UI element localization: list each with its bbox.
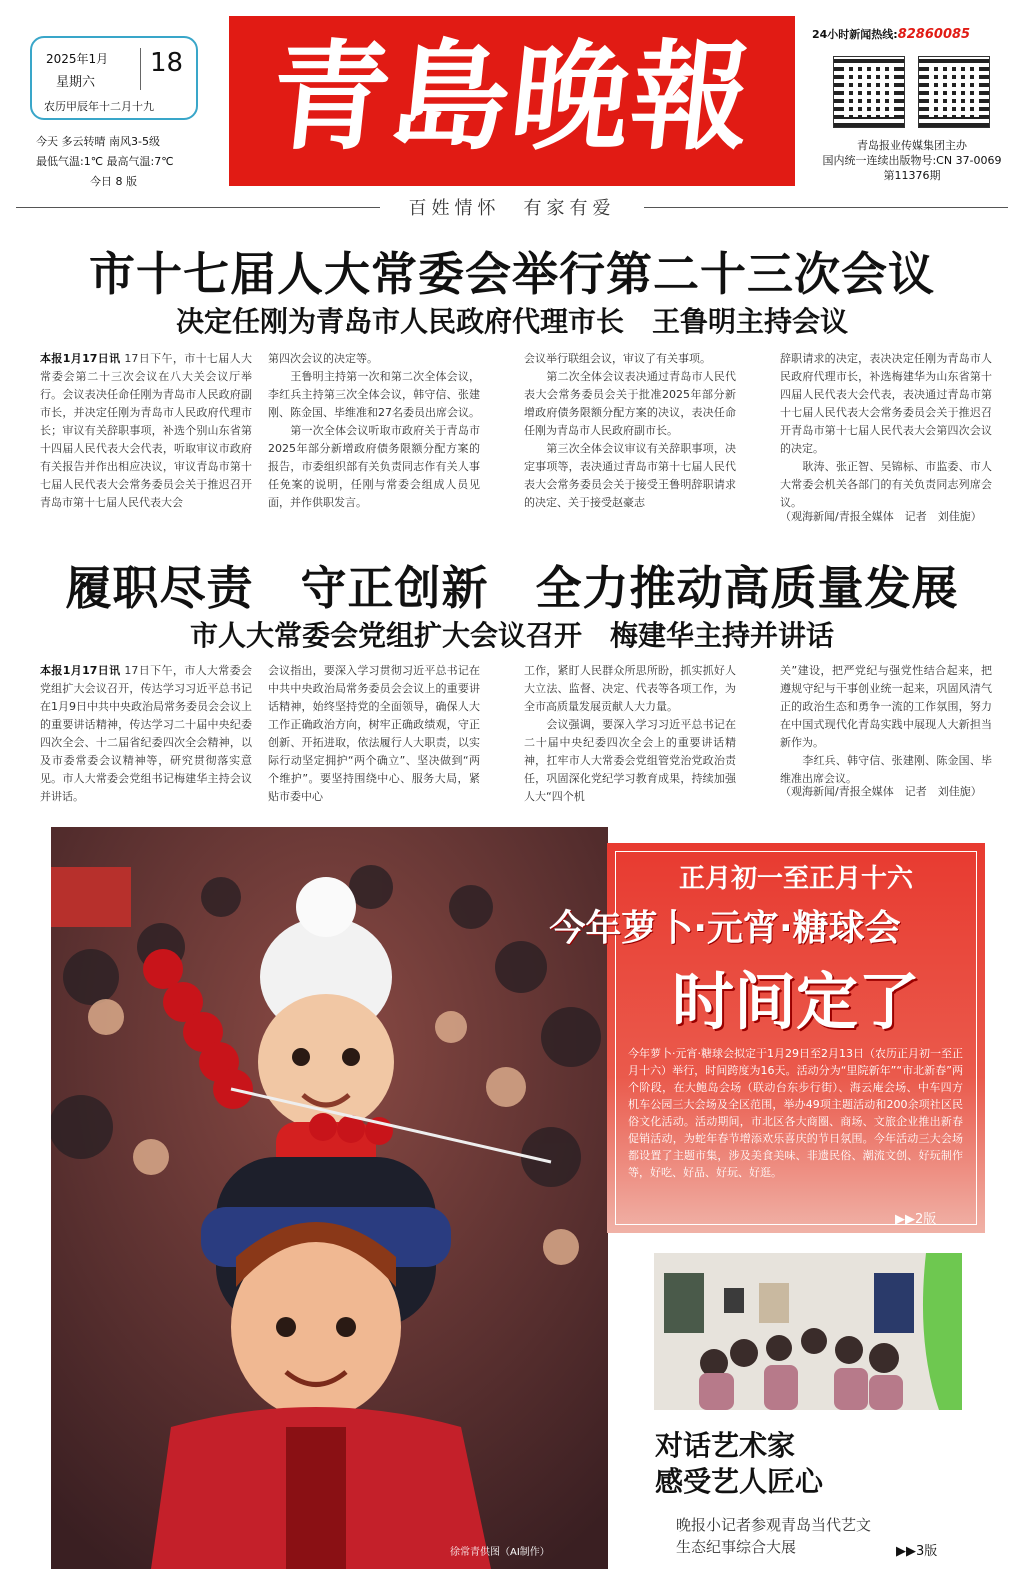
weather-block [36,132,174,192]
lunar-date: 农历甲辰年十二月十九 [44,100,154,113]
story1-column-4: 辞职请求的决定，表决决定任刚为青岛市人民政府代理市长，补选梅建华为山东省第十四届人民代表大会代表，表决通过青岛市第十七届人民代表大会常务委员会关于推迟召开青岛市第十七届人民代表大会第四次会议的决定。 耿涛、张正智、吴锦标、市监委、市人大常委会机关各部门的有关负责同志列席会议。 [780,352,992,509]
story1-column-1 [40,350,252,512]
story1-column-2: 第四次会议的决定等。 王鲁明主持第一次和第二次全体会议，李红兵主持第三次全体会议，韩守信、张建刚、陈金国、毕维准和27名委员出席会议。 第一次全体会议听取市政府关于青岛市2025年部分新增政府债务限额分配方案的报告，市委组织部有关负责同志作有关人事任免案的说明，任刚与常委会组成人员见面，并作供职发言。 [268,352,480,509]
newspaper-logo [229,16,795,186]
story2-column-3: 工作，紧盯人民群众所思所盼，抓实抓好人大立法、监督、决定、代表等各项工作，为全市高质量发展贡献人大力量。 会议强调，要深入学习习近平总书记在二十届中央纪委四次全会上的重要讲话精神，扛牢市人大常委会党组管党治党政治责任，巩固深化党纪学习教育成果，持续加强人大“四个机 [524,664,736,803]
story2-subhead: 市人大常委会党组扩大会议召开 梅建华主持并讲话 [189,619,834,652]
date-weekday: 星期六 [56,75,96,90]
issue-number: 第11376期 [883,169,941,182]
feature-body: 今年萝卜·元宵·糖球会拟定于1月29日至2月13日（农历正月初一至正月十六）举行，时间跨度为16天。活动分为“里院新年”“市北新春”两个阶段，在大鲍岛会场（联动台东步行街）、海云庵会场、中车四方机车公园三大会场及全区范围，举办49项主题活动和200余项社区民俗文化活动。活动期间，市北区各大商圈、商场、文旅企业推出新春促销活动，为蛇年春节增添欢乐喜庆的节日氛围。今年活动三大会场都设置了主题市集，涉及美食美味、非遗民俗、潮流文创、好玩制作等，好吃、好品、好玩、好逛。 [628,1047,963,1179]
qr-code-icon[interactable] [833,56,905,128]
slogan: 百姓情怀 有家有爱 [380,194,644,220]
publication-info [812,138,1012,183]
story1-col1-text: 17日下午，市十七届人大常委会第二十三次会议在八大关会议厅举行。会议表决任命任刚为青岛市人民政府副市长，并决定任刚为青岛市人民政府代理市长；审议有关辞职事项，补选个别山东省第十四届人民代表大会代表，听取审议市政府有关报告并作出相应决议，审议青岛市第十七届人民代表大会常务委员会关于推迟召开青岛市第十七届人民代表大会 [40,352,253,509]
story2-byline: （观海新闻/青报全媒体 记者 刘佳旎） [780,785,982,798]
story1-subhead: 决定任刚为青岛市人民政府代理市长 王鲁明主持会议 [175,305,848,338]
story2-col1-text: 17日下午，市人大常委会党组扩大会议召开，传达学习习近平总书记在1月9日中共中央政治局常务委员会会议上的重要讲话精神，传达学习二十届中央纪委四次全会、十二届省纪委四次全会精神，以及市委常委会议精神等，研究贯彻落实意见。市人大常委会党组书记梅建华主持会议并讲话。 [40,664,253,803]
cn-number: 国内统一连续出版物号:CN 37-0069 [822,154,1002,167]
art-story-headline[interactable] [655,1428,823,1500]
art-subtitle-line1: 晚报小记者参观青岛当代艺文 [676,1516,872,1534]
art-exhibition-photo[interactable] [654,1253,962,1410]
story1-lead: 本报1月17日讯 [40,352,121,365]
story2-column-2: 会议指出，要深入学习贯彻习近平总书记在中共中央政治局常务委员会会议上的重要讲话精神，始终坚持党的全面领导，确保人大工作正确政治方向，树牢正确政绩观，守正创新、开拓进取，依法履行人大职责，以实际行动坚定拥护“两个确立”、坚决做到“两个维护”。要坚持围绕中心、服务大局，紧贴市委中心 [268,664,480,803]
story1-headline[interactable]: 市十七届人大常委会举行第二十三次会议 [89,247,935,301]
page-count: 今日 8 版 [90,175,137,188]
art-story-subtitle [676,1514,871,1558]
hotline-label: 24小时新闻热线: [812,28,898,41]
weather-today: 今天 多云转晴 南风3-5级 [36,135,160,148]
publisher: 青岛报业传媒集团主办 [857,139,967,152]
story2-lead: 本报1月17日讯 [40,664,121,677]
story2-column-1 [40,662,252,806]
qr-code-icon[interactable] [918,56,990,128]
story1-column-3: 会议举行联组会议，审议了有关事项。 第二次全体会议表决通过青岛市人民代表大会常务委员会关于批准2025年部分新增政府债务限额分配方案的决议，表决任命任刚为青岛市人民政府副市长。 第三次全体会议审议有关辞职事项，决定事项等，表决通过青岛市第十七届人民代表大会常务委员会关于接受王鲁明辞职请求的决定、关于接受赵豪志 [524,352,736,509]
logo-text: 青島晚報 [264,27,760,166]
photo-credit: 徐常青供图（AI制作） [450,1547,550,1558]
story2-column-4: 关”建设，把严党纪与强党性结合起来，把遵规守纪与干事创业统一起来，巩固风清气正的政治生态和勇争一流的工作氛围，努力在中国式现代化青岛实践中展现人大新担当新作为。 李红兵、韩守信、张建刚、陈金国、毕维准出席会议。 [780,664,992,785]
feature-page-jump[interactable]: ▶▶2版 [895,1212,937,1227]
news-hotline [812,26,970,42]
date-year-month: 2025年1月 [46,52,109,66]
art-page-jump[interactable]: ▶▶3版 [896,1544,938,1559]
feature-dates: 正月初一至正月十六 [678,864,913,894]
feature-title: 今年萝卜·元宵·糖球会 [549,908,901,949]
art-headline-line1: 对话艺术家 [655,1429,796,1462]
weather-temperature: 最低气温:1℃ 最高气温:7℃ [36,155,174,168]
feature-headline: 时间定了 [671,965,920,1038]
exhibition-scene-image [654,1253,962,1410]
hotline-number: 82860085 [897,27,971,42]
date-divider [140,48,141,90]
story1-byline: （观海新闻/青报全媒体 记者 刘佳旎） [780,510,982,523]
date-day: 18 [150,48,184,78]
story2-headline[interactable]: 履职尽责 守正创新 全力推动高质量发展 [65,561,959,615]
date-box [30,36,198,120]
art-headline-line2: 感受艺人匠心 [655,1465,824,1498]
art-subtitle-line2: 生态纪事综合大展 [676,1538,797,1556]
